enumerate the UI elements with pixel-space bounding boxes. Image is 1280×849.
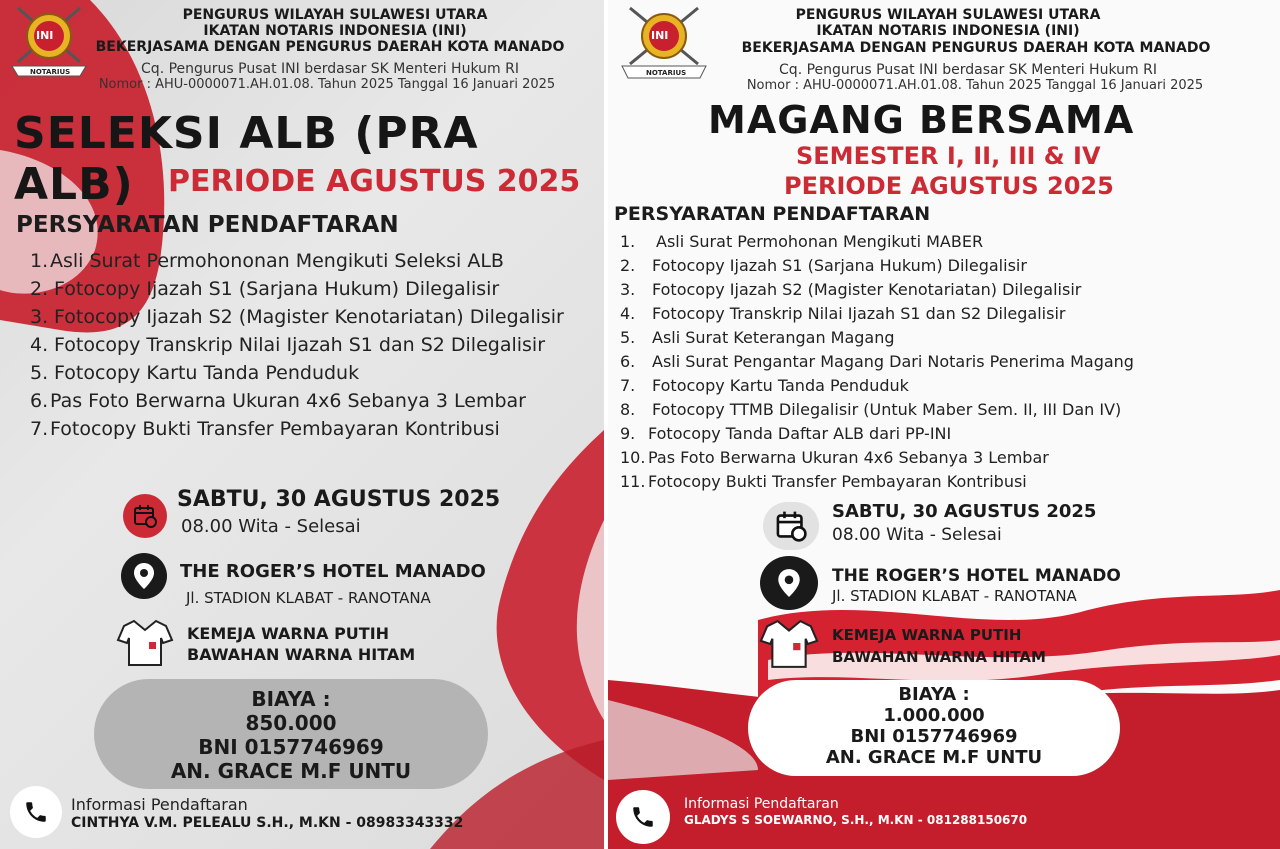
- account-name: AN. GRACE M.F UNTU: [825, 747, 1043, 768]
- event-time: 08.00 Wita - Selesai: [181, 516, 361, 537]
- contact-person: CINTHYA V.M. PELEALU S.H., M.KN - 08983343332: [71, 815, 464, 831]
- ini-logo: [616, 4, 712, 80]
- fee-amount: 850.000: [245, 711, 337, 735]
- phone-icon: [616, 790, 670, 844]
- header-org-line3: BEKERJASAMA DENGAN PENGURUS DAERAH KOTA MANADO: [741, 40, 1211, 56]
- period-text: PERIODE AGUSTUS 2025: [168, 164, 581, 199]
- shirt-icon: [116, 618, 174, 668]
- header-nomor-line: Nomor : AHU-0000071.AH.01.08. Tahun 2025 Tanggal 16 Januari 2025: [98, 77, 556, 92]
- event-date: SABTU, 30 AGUSTUS 2025: [832, 501, 1097, 522]
- logo-badge-text: INI: [36, 29, 54, 42]
- list-item: 7. Fotocopy Kartu Tanda Penduduk: [620, 376, 909, 395]
- list-item: 8. Fotocopy TTMB Dilegalisir (Untuk Maber Sem. II, III Dan IV): [620, 400, 1122, 419]
- phone-icon: [10, 786, 62, 838]
- bank-account: BNI 0157746969: [850, 726, 1018, 747]
- header-org-line2: IKATAN NOTARIS INDONESIA (INI): [203, 23, 467, 39]
- list-item: 4. Fotocopy Transkrip Nilai Ijazah S1 dan S2 Dilegalisir: [30, 334, 546, 356]
- period-text: PERIODE AGUSTUS 2025: [784, 172, 1114, 200]
- poster-magang-bersama: [608, 0, 1280, 849]
- list-item: 3. Fotocopy Ijazah S2 (Magister Kenotariatan) Dilegalisir: [620, 280, 1082, 299]
- dress-code-top: KEMEJA WARNA PUTIH: [187, 624, 390, 643]
- logo-badge-text: INI: [651, 29, 669, 42]
- info-label: Informasi Pendaftaran: [684, 796, 839, 812]
- location-pin-icon: [121, 553, 167, 599]
- venue-address: Jl. STADION KLABAT - RANOTANA: [186, 589, 431, 607]
- dress-code-bottom: BAWAHAN WARNA HITAM: [832, 648, 1046, 666]
- header-sk-line: Cq. Pengurus Pusat INI berdasar SK Menteri Hukum RI: [141, 61, 519, 77]
- info-label: Informasi Pendaftaran: [71, 795, 248, 814]
- list-item: 3. Fotocopy Ijazah S2 (Magister Kenotariatan) Dilegalisir: [30, 306, 564, 328]
- contact-person: GLADYS S SOEWARNO, S.H., M.KN - 081288150670: [684, 813, 1028, 827]
- fee-amount: 1.000.000: [883, 705, 985, 726]
- semester-text: SEMESTER I, II, III & IV: [796, 142, 1101, 170]
- fee-label: BIAYA :: [251, 687, 331, 711]
- requirements-list: [620, 232, 1134, 496]
- list-item: 6.Pas Foto Berwarna Ukuran 4x6 Sebanya 3 Lembar: [30, 390, 526, 412]
- fee-label: BIAYA :: [898, 684, 970, 705]
- requirements-heading: PERSYARATAN PENDAFTARAN: [16, 212, 399, 238]
- list-item: 11. Fotocopy Bukti Transfer Pembayaran Kontribusi: [620, 472, 1027, 491]
- poster-seleksi-alb: [0, 0, 604, 849]
- header-org-line1: PENGURUS WILAYAH SULAWESI UTARA: [182, 7, 488, 23]
- list-item: 1.Asli Surat Permohononan Mengikuti Seleksi ALB: [30, 250, 504, 272]
- venue-name: THE ROGER’S HOTEL MANADO: [180, 561, 486, 582]
- page-title: MAGANG BERSAMA: [708, 98, 1135, 142]
- bank-account: BNI 0157746969: [198, 735, 384, 759]
- venue-address: Jl. STADION KLABAT - RANOTANA: [832, 587, 1077, 605]
- list-item: 2. Fotocopy Ijazah S1 (Sarjana Hukum) Dilegalisir: [620, 256, 1027, 275]
- venue-name: THE ROGER’S HOTEL MANADO: [832, 566, 1121, 586]
- event-date: SABTU, 30 AGUSTUS 2025: [177, 487, 501, 512]
- location-pin-icon: [760, 556, 818, 610]
- calendar-icon: [123, 494, 167, 538]
- fee-box: [748, 680, 1120, 776]
- header-org-line1: PENGURUS WILAYAH SULAWESI UTARA: [795, 7, 1101, 23]
- list-item: 10. Pas Foto Berwarna Ukuran 4x6 Sebanya 3 Lembar: [620, 448, 1049, 467]
- list-item: 5. Fotocopy Kartu Tanda Penduduk: [30, 362, 360, 384]
- list-item: 4. Fotocopy Transkrip Nilai Ijazah S1 dan S2 Dilegalisir: [620, 304, 1066, 323]
- header-sk-line: Cq. Pengurus Pusat INI berdasar SK Menteri Hukum RI: [779, 62, 1157, 78]
- requirements-list: [30, 250, 564, 446]
- header-nomor-line: Nomor : AHU-0000071.AH.01.08. Tahun 2025 Tanggal 16 Januari 2025: [746, 78, 1204, 93]
- event-time: 08.00 Wita - Selesai: [832, 525, 1002, 545]
- shirt-icon: [758, 618, 820, 670]
- calendar-icon: [763, 502, 819, 550]
- header-org-line2: IKATAN NOTARIS INDONESIA (INI): [816, 23, 1080, 39]
- list-item: 7.Fotocopy Bukti Transfer Pembayaran Kontribusi: [30, 418, 500, 440]
- requirements-heading: PERSYARATAN PENDAFTARAN: [614, 203, 931, 225]
- account-name: AN. GRACE M.F UNTU: [170, 759, 412, 783]
- logo-ribbon-text: NOTARIUS: [646, 69, 687, 77]
- list-item: 6. Asli Surat Pengantar Magang Dari Notaris Penerima Magang: [620, 352, 1134, 371]
- list-item: 2. Fotocopy Ijazah S1 (Sarjana Hukum) Dilegalisir: [30, 278, 500, 300]
- header-org-line3: BEKERJASAMA DENGAN PENGURUS DAERAH KOTA MANADO: [95, 39, 565, 55]
- page-title: SELEKSI ALB (PRA ALB): [14, 108, 479, 210]
- logo-ribbon-text: NOTARIUS: [30, 68, 71, 76]
- dress-code-top: KEMEJA WARNA PUTIH: [832, 626, 1022, 644]
- list-item: 1. Asli Surat Permohonan Mengikuti MABER: [620, 232, 984, 251]
- fee-box: [94, 679, 488, 789]
- list-item: 9. Fotocopy Tanda Daftar ALB dari PP-INI: [620, 424, 952, 443]
- list-item: 5. Asli Surat Keterangan Magang: [620, 328, 895, 347]
- dress-code-bottom: BAWAHAN WARNA HITAM: [187, 645, 416, 664]
- ini-logo: [8, 4, 90, 78]
